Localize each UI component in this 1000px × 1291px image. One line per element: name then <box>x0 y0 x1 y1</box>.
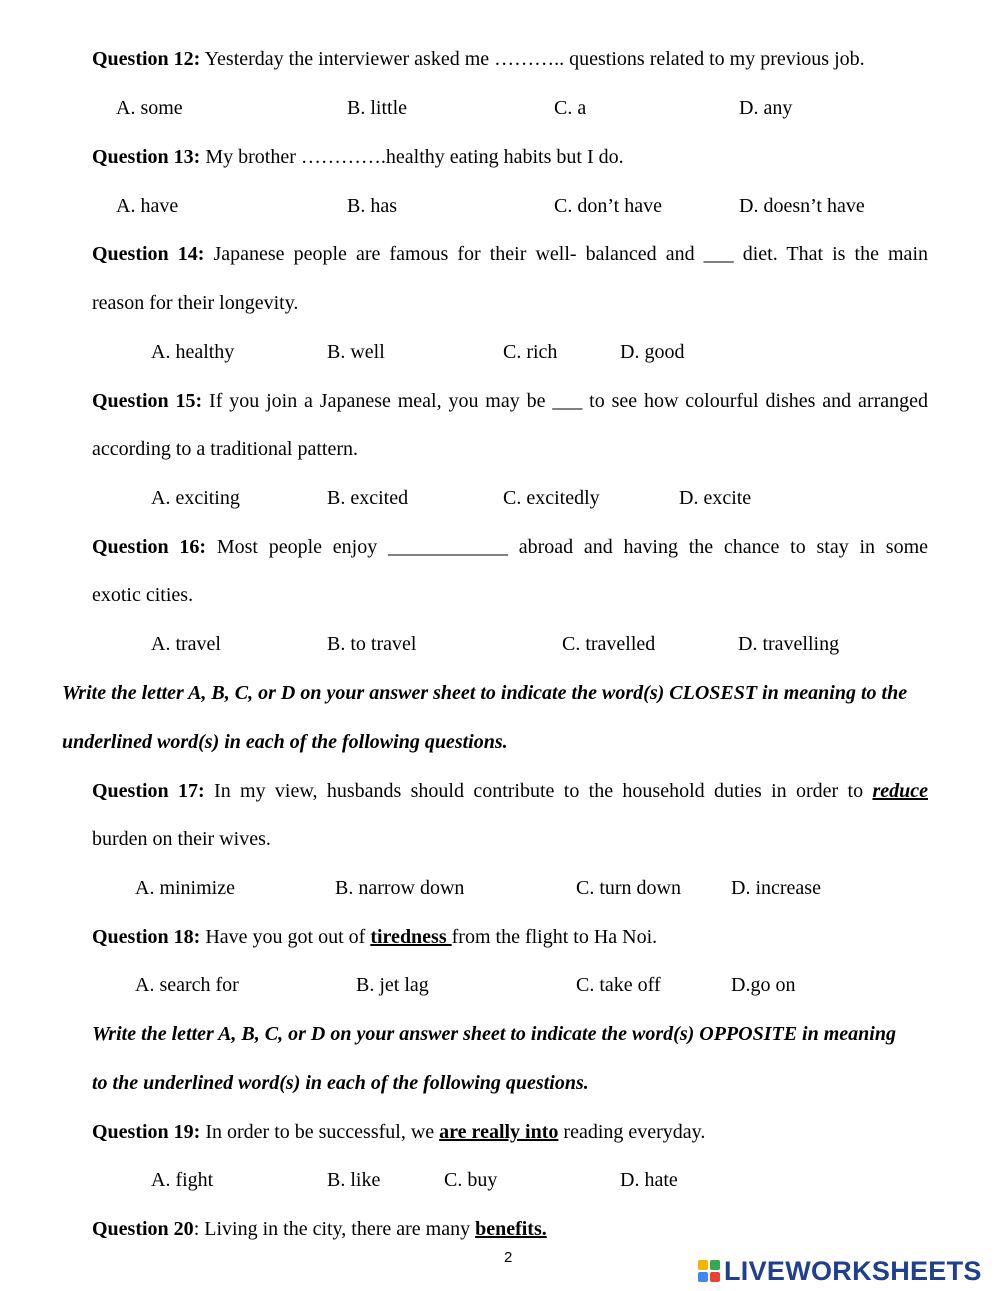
q15-option-c[interactable]: C. excitedly <box>503 487 600 509</box>
question-12 <box>92 47 865 71</box>
q12-option-c[interactable]: C. a <box>554 97 587 119</box>
q16-option-b[interactable]: B. to travel <box>327 633 417 655</box>
q14-option-c[interactable]: C. rich <box>503 341 558 363</box>
liveworksheets-logo[interactable] <box>698 1255 982 1287</box>
q18-option-b[interactable]: B. jet lag <box>356 974 429 996</box>
question-18-underlined: tiredness <box>370 926 452 948</box>
q19-option-b[interactable]: B. like <box>327 1169 381 1191</box>
q17-option-b[interactable]: B. narrow down <box>335 877 465 899</box>
q19-option-a[interactable]: A. fight <box>151 1169 214 1191</box>
question-18-text-after: from the flight to Ha Noi. <box>451 926 658 948</box>
question-19 <box>92 1120 705 1144</box>
q15-option-b[interactable]: B. excited <box>327 487 409 509</box>
question-15-label: Question 15: <box>92 390 203 412</box>
question-14-text: Japanese people are famous for their well- balanced and ___ diet. That is the main <box>204 243 928 265</box>
q12-option-a[interactable]: A. some <box>116 97 183 119</box>
question-12-label: Question 12: <box>92 48 201 70</box>
q19-option-c[interactable]: C. buy <box>444 1169 498 1191</box>
question-17-text: In my view, husbands should contribute to the household duties in order to <box>204 780 864 802</box>
page-number: 2 <box>504 1249 513 1266</box>
logo-square-icon <box>698 1260 708 1270</box>
question-19-label: Question 19: <box>92 1121 201 1143</box>
liveworksheets-logo-text: LIVEWORKSHEETS <box>724 1255 982 1286</box>
question-20-label: Question 20 <box>92 1218 194 1240</box>
q14-option-d[interactable]: D. good <box>620 341 685 363</box>
logo-square-icon <box>710 1272 720 1282</box>
instruction-closest-line1: Write the letter A, B, C, or D on your answer sheet to indicate the word(s) CLOSEST in meaning to the <box>62 682 908 704</box>
question-17-underlined: reduce <box>872 780 928 802</box>
q17-option-d[interactable]: D. increase <box>731 877 821 899</box>
q16-option-a[interactable]: A. travel <box>151 633 221 655</box>
question-20 <box>92 1217 547 1241</box>
q18-option-a[interactable]: A. search for <box>135 974 239 996</box>
question-17-continued: burden on their wives. <box>92 828 271 850</box>
question-19-underlined: are really into <box>439 1121 559 1143</box>
question-16 <box>92 535 928 559</box>
q16-option-d[interactable]: D. travelling <box>738 633 840 655</box>
question-16-continued: exotic cities. <box>92 584 194 606</box>
question-13-label: Question 13: <box>92 146 201 168</box>
instruction-opposite-line1: Write the letter A, B, C, or D on your answer sheet to indicate the word(s) OPPOSITE in meaning <box>92 1023 896 1045</box>
question-14-label: Question 14: <box>92 243 205 265</box>
logo-square-icon <box>698 1272 708 1282</box>
liveworksheets-logo-icon <box>698 1260 720 1282</box>
q12-option-b[interactable]: B. little <box>347 97 407 119</box>
question-16-label: Question 16: <box>92 536 207 558</box>
question-17 <box>92 779 928 803</box>
instruction-closest-line2: underlined word(s) in each of the following questions. <box>62 731 508 753</box>
question-15 <box>92 389 928 413</box>
question-20-underlined: benefits. <box>475 1218 547 1240</box>
question-18-label: Question 18: <box>92 926 201 948</box>
q13-option-b[interactable]: B. has <box>347 195 397 217</box>
q18-option-c[interactable]: C. take off <box>576 974 661 996</box>
q18-option-d[interactable]: D.go on <box>731 974 796 996</box>
q16-option-c[interactable]: C. travelled <box>562 633 656 655</box>
question-20-text-before: : Living in the city, there are many <box>193 1218 476 1240</box>
question-14 <box>92 242 928 266</box>
q14-option-b[interactable]: B. well <box>327 341 385 363</box>
q12-option-d[interactable]: D. any <box>739 97 793 119</box>
question-13-text: My brother ………….healthy eating habits but I do. <box>200 146 624 168</box>
instruction-opposite-line2: to the underlined word(s) in each of the following questions. <box>92 1072 589 1094</box>
question-17-label: Question 17: <box>92 780 205 802</box>
q13-option-c[interactable]: C. don’t have <box>554 195 662 217</box>
q17-option-c[interactable]: C. turn down <box>576 877 681 899</box>
q19-option-d[interactable]: D. hate <box>620 1169 678 1191</box>
q13-option-a[interactable]: A. have <box>116 195 179 217</box>
question-16-text: Most people enjoy ____________ abroad and having the chance to stay in some <box>206 536 928 558</box>
question-15-text: If you join a Japanese meal, you may be ___ to see how colourful dishes and arranged <box>202 390 928 412</box>
question-12-text: Yesterday the interviewer asked me ……….. questions related to my previous job. <box>200 48 865 70</box>
question-18 <box>92 925 657 949</box>
q15-option-a[interactable]: A. exciting <box>151 487 240 509</box>
question-15-continued: according to a traditional pattern. <box>92 438 359 460</box>
q13-option-d[interactable]: D. doesn’t have <box>739 195 865 217</box>
q14-option-a[interactable]: A. healthy <box>151 341 235 363</box>
question-13 <box>92 145 624 169</box>
q17-option-a[interactable]: A. minimize <box>135 877 235 899</box>
question-19-text-before: In order to be successful, we <box>200 1121 440 1143</box>
question-19-text-after: reading everyday. <box>558 1121 706 1143</box>
logo-square-icon <box>710 1260 720 1270</box>
q15-option-d[interactable]: D. excite <box>679 487 752 509</box>
question-14-continued: reason for their longevity. <box>92 292 299 314</box>
question-18-text-before: Have you got out of <box>200 926 371 948</box>
